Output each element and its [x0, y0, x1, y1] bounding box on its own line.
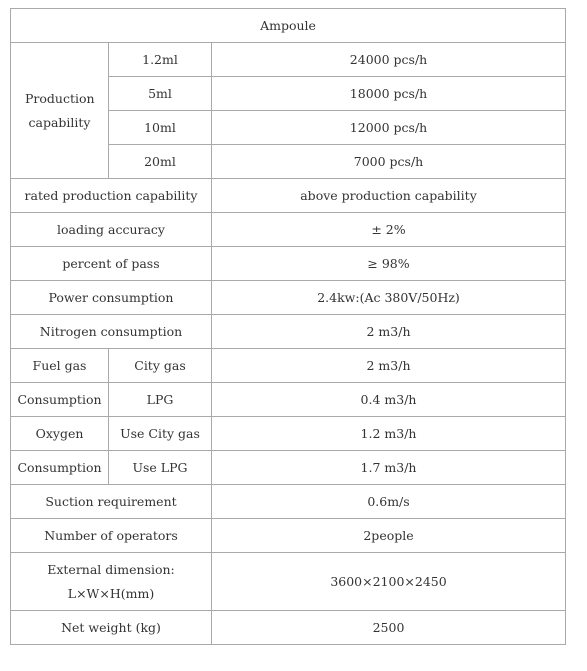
external-dimension-value: 3600×2100×2450 [212, 553, 566, 611]
suction-requirement-label: Suction requirement [11, 485, 212, 519]
ampoule-size-cell: 5ml [109, 77, 212, 111]
fuel-gas-label: Fuel gas [11, 349, 109, 383]
table-row [11, 417, 566, 451]
suction-requirement-value: 0.6m/s [212, 485, 566, 519]
oxygen-type: Use LPG [109, 451, 212, 485]
table-row [11, 43, 566, 77]
oxygen-type: Use City gas [109, 417, 212, 451]
net-weight-value: 2500 [212, 611, 566, 645]
oxygen-consumption-label: Consumption [11, 451, 109, 485]
oxygen-value: 1.2 m3/h [212, 417, 566, 451]
loading-accuracy-label: loading accuracy [11, 213, 212, 247]
nitrogen-consumption-label: Nitrogen consumption [11, 315, 212, 349]
table-row [11, 519, 566, 553]
rated-capability-value: above production capability [212, 179, 566, 213]
table-row [11, 213, 566, 247]
table-row [11, 451, 566, 485]
oxygen-label: Oxygen [11, 417, 109, 451]
table-row [11, 485, 566, 519]
table-row [11, 553, 566, 611]
fuel-gas-value: 2 m3/h [212, 349, 566, 383]
table-title: Ampoule [11, 9, 566, 43]
external-dimension-label [11, 553, 212, 611]
ampoule-size-cell: 10ml [109, 111, 212, 145]
operators-value: 2people [212, 519, 566, 553]
percent-of-pass-label: percent of pass [11, 247, 212, 281]
production-rate-cell: 12000 pcs/h [212, 111, 566, 145]
production-rate-cell: 18000 pcs/h [212, 77, 566, 111]
operators-label: Number of operators [11, 519, 212, 553]
spec-table [10, 8, 566, 645]
table-row [11, 349, 566, 383]
external-dimension-label-line1: External dimension: [47, 561, 175, 577]
percent-of-pass-value: ≥ 98% [212, 247, 566, 281]
fuel-gas-consumption-label: Consumption [11, 383, 109, 417]
table-row [11, 281, 566, 315]
production-rate-cell: 7000 pcs/h [212, 145, 566, 179]
production-rate-cell: 24000 pcs/h [212, 43, 566, 77]
table-row [11, 247, 566, 281]
loading-accuracy-value: ± 2% [212, 213, 566, 247]
ampoule-size-cell: 1.2ml [109, 43, 212, 77]
oxygen-value: 1.7 m3/h [212, 451, 566, 485]
table-header-row [11, 9, 566, 43]
external-dimension-label-line2: L×W×H(mm) [67, 585, 155, 601]
power-consumption-value: 2.4kw:(Ac 380V/50Hz) [212, 281, 566, 315]
table-row [11, 179, 566, 213]
production-capability-label: Production capability [11, 43, 109, 179]
fuel-gas-type: LPG [109, 383, 212, 417]
rated-capability-label: rated production capability [11, 179, 212, 213]
fuel-gas-type: City gas [109, 349, 212, 383]
power-consumption-label: Power consumption [11, 281, 212, 315]
table-row [11, 315, 566, 349]
fuel-gas-value: 0.4 m3/h [212, 383, 566, 417]
net-weight-label: Net weight (kg) [11, 611, 212, 645]
ampoule-size-cell: 20ml [109, 145, 212, 179]
table-row [11, 611, 566, 645]
nitrogen-consumption-value: 2 m3/h [212, 315, 566, 349]
table-row [11, 383, 566, 417]
